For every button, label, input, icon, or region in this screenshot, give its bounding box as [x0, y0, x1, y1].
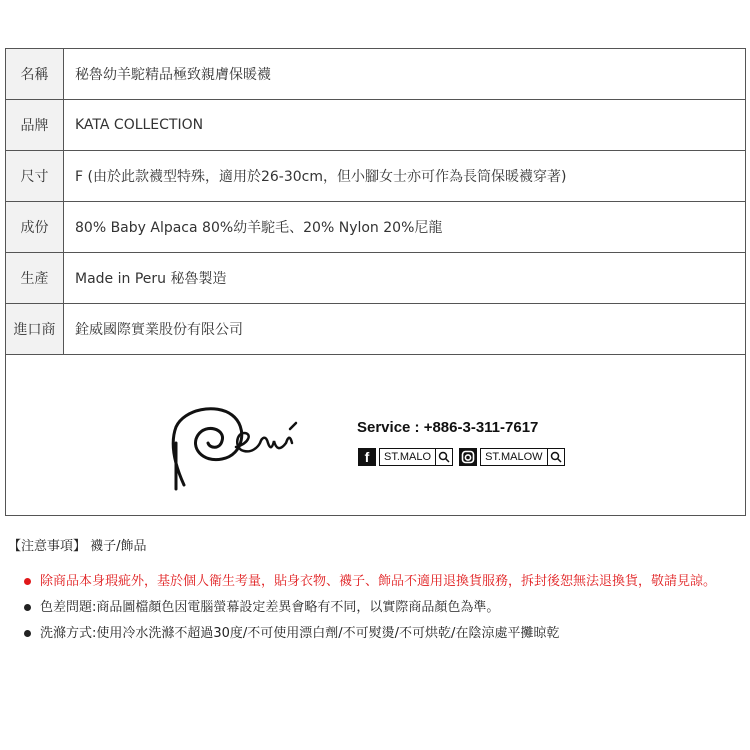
social-links [358, 448, 565, 466]
brand-row [6, 355, 746, 516]
spec-row-name [6, 49, 746, 100]
spec-label: 成份 [6, 202, 64, 253]
spec-label: 尺寸 [6, 151, 64, 202]
product-spec-table [5, 48, 746, 516]
facebook-handle[interactable]: ST.MALO [379, 448, 436, 466]
spec-value: 銓威國際實業股份有限公司 [64, 304, 746, 355]
spec-row-brand [6, 100, 746, 151]
brand-cell [6, 355, 746, 516]
spec-row-material [6, 202, 746, 253]
instagram-handle[interactable]: ST.MALOW [480, 448, 547, 466]
list-item: 洗滌方式:使用冷水洗滌不超過30度/不可使用漂白劑/不可熨燙/不可烘乾/在陰涼處平攤晾乾 [22, 623, 734, 644]
spec-row-size [6, 151, 746, 202]
note-text: 除商品本身瑕疵外，基於個人衛生考量，貼身衣物、襪子、飾品不適用退換貨服務，拆封後恕無法退換貨，敬請見諒。 [40, 574, 717, 589]
spec-value: KATA COLLECTION [64, 100, 746, 151]
spec-value: 秘魯幼羊駝精品極致親膚保暖襪 [64, 49, 746, 100]
spec-row-origin [6, 253, 746, 304]
list-item: 色差問題:商品圖檔顏色因電腦螢幕設定差異會略有不同，以實際商品顏色為準。 [22, 597, 734, 618]
search-icon[interactable] [436, 448, 453, 466]
notes-title: 【注意事項】 襪子/飾品 [8, 539, 147, 554]
instagram-icon[interactable] [459, 448, 477, 466]
spec-label: 品牌 [6, 100, 64, 151]
spec-row-importer [6, 304, 746, 355]
facebook-icon[interactable]: f [358, 448, 376, 466]
spec-value: Made in Peru 秘魯製造 [64, 253, 746, 304]
spec-value: F (由於此款襪型特殊，適用於26-30cm，但小腳女士亦可作為長筒保暖襪穿著) [64, 151, 746, 202]
list-item [22, 571, 734, 592]
notes-list [22, 571, 734, 649]
peru-logo-icon [170, 403, 320, 491]
service-phone: Service : +886-3-311-7617 [357, 419, 539, 436]
spec-label: 名稱 [6, 49, 64, 100]
spec-value: 80% Baby Alpaca 80%幼羊駝毛、20% Nylon 20%尼龍 [64, 202, 746, 253]
spec-label: 進口商 [6, 304, 64, 355]
spec-label: 生產 [6, 253, 64, 304]
search-icon[interactable] [548, 448, 565, 466]
brand-banner [6, 355, 745, 515]
